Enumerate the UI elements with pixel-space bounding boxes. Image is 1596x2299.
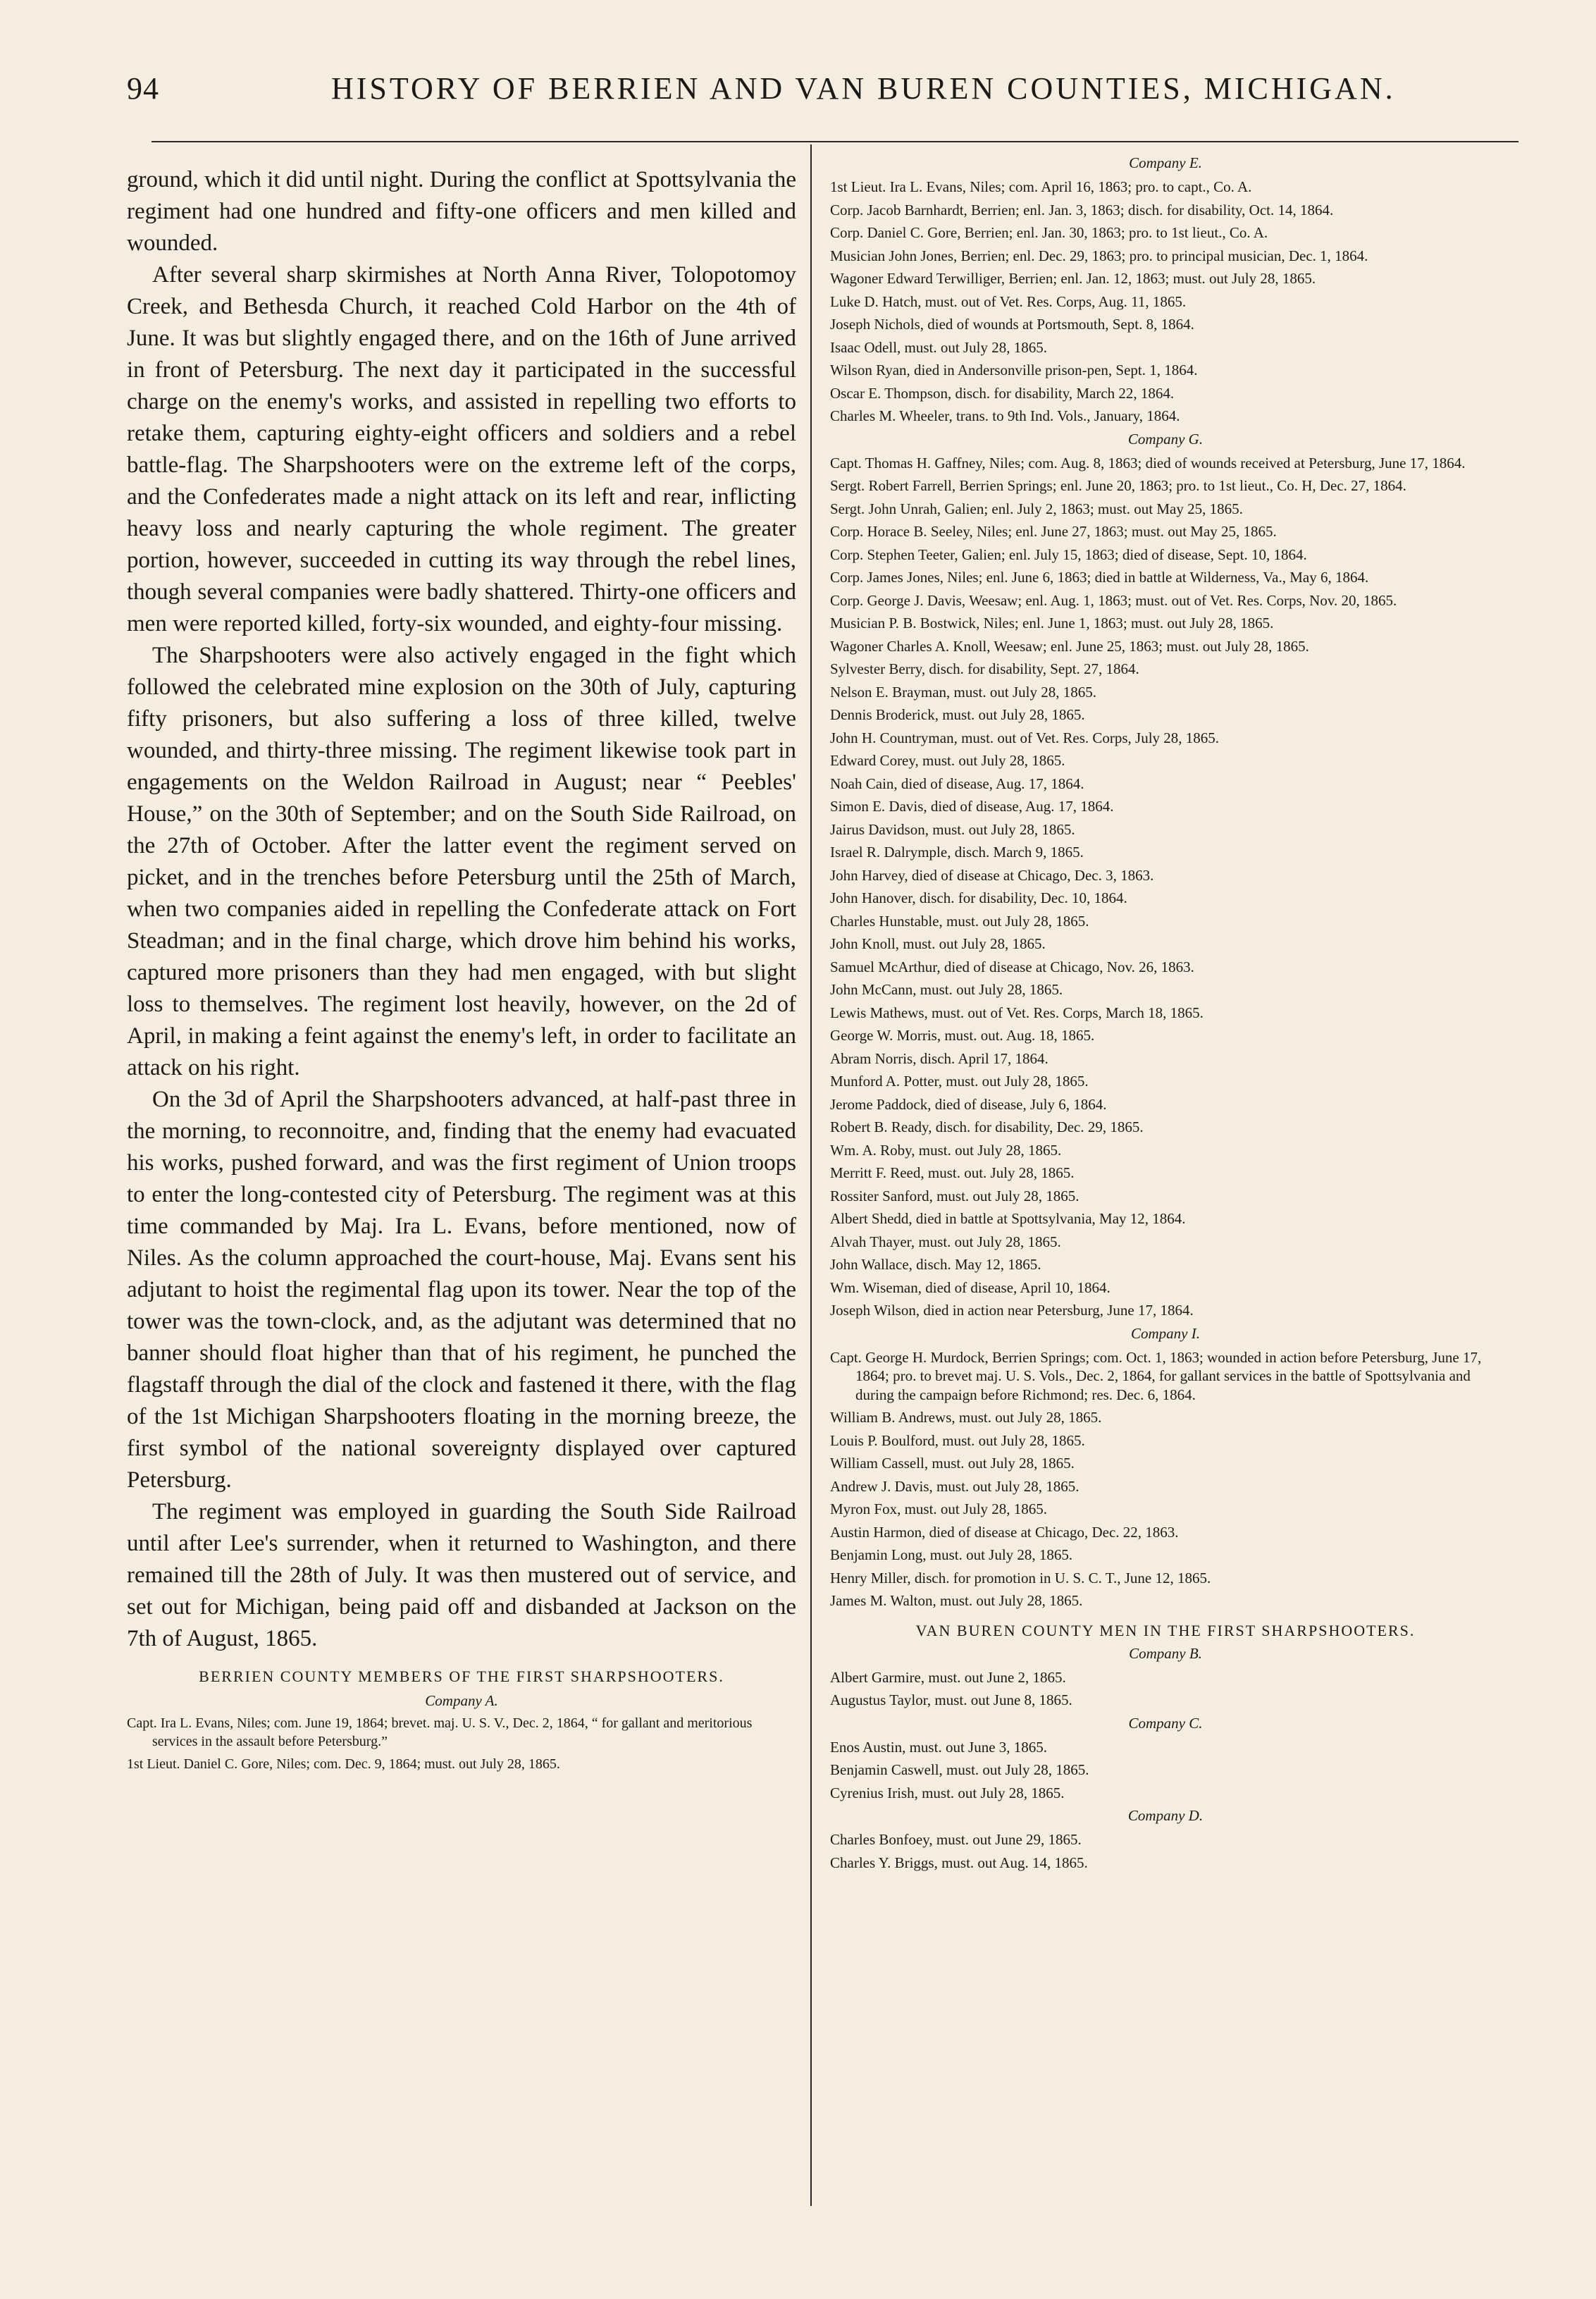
roster-entry: Capt. George H. Murdock, Berrien Springs; com. Oct. 1, 1863; wounded in action before Petersburg, June 17, 1864; pro. to brevet maj. U. S. Vols., Dec. 2, 1864, for gallant services in the battle of Spottsylvania and during the campaign before Richmond; res. Dec. 6, 1864. bbox=[830, 1348, 1482, 1403]
paragraph: After several sharp skirmishes at North Anna River, Tolopotomoy Creek, and Bethesda Church, it reached Cold Harbor on the 4th of June. It was but slightly engaged there, and on the 16th of June arrived in front of Petersburg. The next day it participated in the successful charge on the enemy's works, and assisted in repelling two efforts to retake them, capturing eighty-eight officers and soldiers and a rebel battle-flag. The Sharpshooters were on the extreme left of the corps, and the Confederates made a night attack on its left and rear, inflicting heavy loss and nearly capturing the whole regiment. The greater portion, however, succeeded in cutting its way through the rebel lines, though several companies were badly shattered. Thirty-one officers and men were reported killed, forty-six wounded, and eighty-four missing. bbox=[127, 262, 796, 636]
paragraph: On the 3d of April the Sharpshooters advanced, at half-past three in the morning, to reconnoitre, and, finding that the enemy had evacuated his works, pushed forward, and was the first regiment of Union troops to enter the long-contested city of Petersburg. The regiment was at this time commanded by Maj. Ira L. Evans, before mentioned, now of Niles. As the column approached the court-house, Maj. Evans sent his adjutant to hoist the regimental flag upon its tower. Near the top of the tower was the town-clock, and, as the adjutant was determined that no banner should float higher than that of his regiment, he punched the flagstaff through the dial of the clock and fastened it there, with the flag of the 1st Michigan Sharpshooters floating in the morning breeze, the first symbol of the national sovereignty displayed over captured Petersburg. bbox=[127, 1087, 796, 1493]
roster-entry: Rossiter Sanford, must. out July 28, 1865. bbox=[830, 1187, 1080, 1204]
roster-entry: Isaac Odell, must. out July 28, 1865. bbox=[830, 338, 1047, 356]
roster-entry: Benjamin Long, must. out July 28, 1865. bbox=[830, 1546, 1073, 1563]
roster-entry: Nelson E. Brayman, must. out July 28, 1865. bbox=[830, 683, 1096, 701]
roster-entry: Charles Bonfoey, must. out June 29, 1865. bbox=[830, 1831, 1082, 1848]
roster-entry: Robert B. Ready, disch. for disability, Dec. 29, 1865. bbox=[830, 1118, 1144, 1135]
roster-entry: 1st Lieut. Ira L. Evans, Niles; com. April 16, 1863; pro. to capt., Co. A. bbox=[830, 178, 1252, 195]
roster-entry: Augustus Taylor, must. out June 8, 1865. bbox=[830, 1691, 1072, 1708]
roster-entry: Sergt. John Unrah, Galien; enl. July 2, 1863; must. out May 25, 1865. bbox=[830, 500, 1243, 517]
page-number: 94 bbox=[127, 71, 159, 106]
roster-entry: Capt. Thomas H. Gaffney, Niles; com. Aug. 8, 1863; died of wounds received at Petersburg, June 17, 1864. bbox=[830, 454, 1466, 471]
section-title-van-buren: VAN BUREN COUNTY MEN IN THE FIRST SHARPSHOOTERS. bbox=[915, 1621, 1416, 1639]
roster-entry: Corp. James Jones, Niles; enl. June 6, 1863; died in battle at Wilderness, Va., May 6, 1864. bbox=[830, 569, 1369, 586]
roster-entry: Wilson Ryan, died in Andersonville prison-pen, Sept. 1, 1864. bbox=[830, 362, 1198, 378]
narrative-text bbox=[127, 164, 796, 1655]
company-heading: Company E. bbox=[1129, 154, 1202, 171]
company-heading: Company C. bbox=[1128, 1714, 1203, 1732]
company-heading: Company D. bbox=[1127, 1807, 1204, 1824]
paragraph: The Sharpshooters were also actively engaged in the fight which followed the celebrated mine explosion on the 30th of July, capturing fifty prisoners, but also suffering a loss of three killed, twelve wounded, and thirty-three missing. The regiment likewise took part in engagements on the Weldon Railroad in August; near “ Peebles' House,” on the 30th of September; and on the South Side Railroad, on the 27th of October. After the latter event the regiment served on picket, and in the trenches before Petersburg until the 25th of March, when two companies aided in repelling the Confederate attack on Fort Steadman; and in the final charge, which drove him behind his works, captured more prisoners than they had men engaged, with but slight loss to themselves. The regiment lost heavily, however, on the 2d of April, in making a feint against the enemy's left, in order to facilitate an attack on his right. bbox=[127, 643, 796, 1080]
roster-entry: Jairus Davidson, must. out July 28, 1865. bbox=[830, 820, 1075, 838]
roster-entry: Samuel McArthur, died of disease at Chicago, Nov. 26, 1863. bbox=[830, 958, 1194, 975]
company-heading: Company A. bbox=[425, 1692, 498, 1709]
roster-entry: Sylvester Berry, disch. for disability, Sept. 27, 1864. bbox=[830, 660, 1139, 677]
roster-entry: Corp. Stephen Teeter, Galien; enl. July 15, 1863; died of disease, Sept. 10, 1864. bbox=[830, 546, 1307, 563]
roster-entry: Sergt. Robert Farrell, Berrien Springs; enl. June 20, 1863; pro. to 1st lieut., Co. H, Dec. 27, 1864. bbox=[830, 477, 1406, 494]
roster-entry: Lewis Mathews, must. out of Vet. Res. Corps, March 18, 1865. bbox=[830, 1004, 1204, 1021]
roster-entry: John McCann, must. out July 28, 1865. bbox=[830, 981, 1063, 998]
roster-entry: John Hanover, disch. for disability, Dec. 10, 1864. bbox=[830, 889, 1127, 906]
roster-entry: Andrew J. Davis, must. out July 28, 1865. bbox=[830, 1477, 1080, 1495]
roster-list bbox=[830, 178, 1501, 426]
roster-entry: 1st Lieut. Daniel C. Gore, Niles; com. Dec. 9, 1864; must. out July 28, 1865. bbox=[127, 1756, 560, 1772]
roster-entry: Oscar E. Thompson, disch. for disability, March 22, 1864. bbox=[830, 384, 1175, 402]
roster-entry: Edward Corey, must. out July 28, 1865. bbox=[830, 752, 1065, 769]
roster-entry: Musician P. B. Bostwick, Niles; enl. June 1, 1863; must. out July 28, 1865. bbox=[830, 615, 1274, 631]
roster-entry: Corp. Daniel C. Gore, Berrien; enl. Jan. 30, 1863; pro. to 1st lieut., Co. A. bbox=[830, 224, 1268, 241]
roster-entry: John Knoll, must. out July 28, 1865. bbox=[830, 935, 1046, 952]
roster-entry: Joseph Wilson, died in action near Petersburg, June 17, 1864. bbox=[830, 1302, 1194, 1319]
roster-entry: John Wallace, disch. May 12, 1865. bbox=[830, 1256, 1041, 1273]
roster-entry: Joseph Nichols, died of wounds at Portsmouth, Sept. 8, 1864. bbox=[830, 316, 1194, 333]
roster-entry: Wagoner Charles A. Knoll, Weesaw; enl. June 25, 1863; must. out July 28, 1865. bbox=[830, 637, 1309, 655]
roster-list bbox=[127, 1714, 796, 1773]
roster-entry: Benjamin Caswell, must. out July 28, 1865. bbox=[830, 1761, 1089, 1778]
roster-entry: Israel R. Dalrymple, disch. March 9, 1865. bbox=[830, 844, 1084, 861]
roster-entry: Corp. Horace B. Seeley, Niles; enl. June 27, 1863; must. out May 25, 1865. bbox=[830, 523, 1277, 540]
roster-list bbox=[830, 454, 1501, 1320]
roster-list bbox=[830, 1668, 1501, 1710]
roster-entry: Wm. A. Roby, must. out July 28, 1865. bbox=[830, 1141, 1062, 1159]
roster-entry: Charles M. Wheeler, trans. to 9th Ind. Vols., January, 1864. bbox=[830, 407, 1180, 424]
roster-entry: Alvah Thayer, must. out July 28, 1865. bbox=[830, 1233, 1061, 1250]
roster-entry: Louis P. Boulford, must. out July 28, 1865. bbox=[830, 1431, 1085, 1449]
roster-entry: Corp. Jacob Barnhardt, Berrien; enl. Jan. 3, 1863; disch. for disability, Oct. 14, 1864. bbox=[830, 201, 1334, 218]
company-heading: Company G. bbox=[1127, 430, 1204, 448]
company-heading: Company B. bbox=[1129, 1644, 1202, 1662]
roster-entry: Austin Harmon, died of disease at Chicago, Dec. 22, 1863. bbox=[830, 1523, 1179, 1541]
roster-entry: Noah Cain, died of disease, Aug. 17, 1864. bbox=[830, 775, 1084, 792]
roster-entry: George W. Morris, must. out. Aug. 18, 1865. bbox=[830, 1027, 1095, 1044]
roster-entry: Cyrenius Irish, must. out July 28, 1865. bbox=[830, 1784, 1065, 1801]
roster-entry: Charles Y. Briggs, must. out Aug. 14, 1865. bbox=[830, 1854, 1088, 1871]
roster-entry: Capt. Ira L. Evans, Niles; com. June 19, 1864; brevet. maj. U. S. V., Dec. 2, 1864, “ for gallant and meritorious services in the assault before Petersburg.” bbox=[127, 1715, 753, 1749]
roster-entry: Abram Norris, disch. April 17, 1864. bbox=[830, 1049, 1048, 1067]
roster-entry: Albert Garmire, must. out June 2, 1865. bbox=[830, 1668, 1066, 1686]
roster-entry: Wm. Wiseman, died of disease, April 10, 1864. bbox=[830, 1278, 1111, 1296]
roster-list bbox=[830, 1830, 1501, 1872]
paragraph: ground, which it did until night. During the conflict at Spottsylvania the regiment had one hundred and fifty-one officers and men killed and wounded. bbox=[127, 167, 796, 256]
roster-entry: William B. Andrews, must. out July 28, 1865. bbox=[830, 1409, 1102, 1426]
roster-entry: Albert Shedd, died in battle at Spottsylvania, May 12, 1864. bbox=[830, 1210, 1186, 1227]
header-rule bbox=[151, 141, 1518, 142]
roster-entry: Henry Miller, disch. for promotion in U. S. C. T., June 12, 1865. bbox=[830, 1569, 1211, 1586]
roster-entry: William Cassell, must. out July 28, 1865. bbox=[830, 1455, 1075, 1472]
roster-entry: Munford A. Potter, must. out July 28, 1865. bbox=[830, 1073, 1089, 1090]
roster-entry: Merritt F. Reed, must. out. July 28, 1865. bbox=[830, 1164, 1075, 1181]
roster-entry: Luke D. Hatch, must. out of Vet. Res. Corps, Aug. 11, 1865. bbox=[830, 292, 1187, 310]
roster-entry: Dennis Broderick, must. out July 28, 1865. bbox=[830, 706, 1085, 723]
roster-list bbox=[830, 1348, 1501, 1610]
right-column bbox=[830, 149, 1501, 2207]
roster-entry: Musician John Jones, Berrien; enl. Dec. 29, 1863; pro. to principal musician, Dec. 1, 1864. bbox=[830, 247, 1368, 264]
left-column bbox=[127, 164, 796, 2212]
section-title-berrien: BERRIEN COUNTY MEMBERS OF THE FIRST SHARPSHOOTERS. bbox=[199, 1668, 724, 1685]
roster-entry: James M. Walton, must. out July 28, 1865. bbox=[830, 1592, 1083, 1609]
paragraph: The regiment was employed in guarding the South Side Railroad until after Lee's surrender, when it returned to Washington, and there remained till the 28th of July. It was then mustered out of service, and set out for Michigan, being paid off and disbanded at Jackson on the 7th of August, 1865. bbox=[127, 1499, 796, 1651]
roster-entry: Myron Fox, must. out July 28, 1865. bbox=[830, 1500, 1048, 1517]
roster-entry: Enos Austin, must. out June 3, 1865. bbox=[830, 1738, 1048, 1756]
roster-entry: Jerome Paddock, died of disease, July 6, 1864. bbox=[830, 1095, 1107, 1113]
roster-entry: Simon E. Davis, died of disease, Aug. 17, 1864. bbox=[830, 798, 1114, 815]
roster-entry: Wagoner Edward Terwilliger, Berrien; enl. Jan. 12, 1863; must. out July 28, 1865. bbox=[830, 270, 1316, 287]
roster-list bbox=[830, 1738, 1501, 1803]
column-divider bbox=[810, 144, 812, 2206]
page-header bbox=[0, 70, 1596, 134]
roster-entry: John Harvey, died of disease at Chicago, Dec. 3, 1863. bbox=[830, 866, 1154, 884]
company-heading: Company I. bbox=[1131, 1324, 1200, 1342]
roster-entry: Corp. George J. Davis, Weesaw; enl. Aug. 1, 1863; must. out of Vet. Res. Corps, Nov. 20, 1865. bbox=[830, 591, 1397, 609]
roster-entry: Charles Hunstable, must. out July 28, 1865. bbox=[830, 912, 1089, 930]
roster-entry: John H. Countryman, must. out of Vet. Res. Corps, July 28, 1865. bbox=[830, 729, 1220, 746]
running-title: HISTORY OF BERRIEN AND VAN BUREN COUNTIES, MICHIGAN. bbox=[331, 71, 1396, 106]
